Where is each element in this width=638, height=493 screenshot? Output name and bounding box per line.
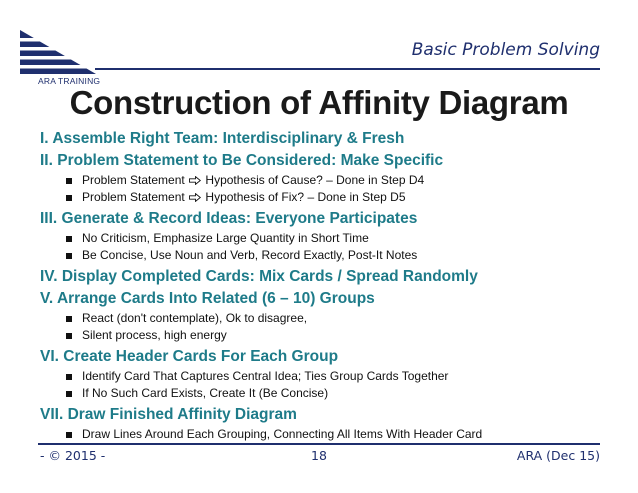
square-bullet-icon: [66, 391, 72, 397]
arrow-right-icon: [189, 193, 201, 202]
bullet-list: [40, 426, 610, 443]
page-number: 18: [311, 448, 327, 463]
section-heading: III. Generate & Record Ideas: Everyone Participates: [40, 210, 418, 227]
section-heading: V. Arrange Cards Into Related (6 – 10) Groups: [40, 290, 375, 307]
slide-title: Construction of Affinity Diagram: [69, 84, 569, 121]
section-heading: VI. Create Header Cards For Each Group: [40, 348, 339, 365]
slide-content: [40, 128, 610, 445]
section-1: [40, 128, 610, 150]
section-3: [40, 208, 610, 264]
section-heading: II. Problem Statement to Be Considered: Make Specific: [40, 152, 444, 169]
section-5: [40, 288, 610, 344]
arrow-right-icon: [189, 176, 201, 185]
square-bullet-icon: [66, 195, 72, 201]
bullet-text-after: Hypothesis of Fix? – Done in Step D5: [202, 190, 406, 204]
bullet-text: No Criticism, Emphasize Large Quantity in Short Time: [82, 231, 369, 245]
footer-date: ARA (Dec 15): [516, 448, 600, 463]
bullet-text-before: Problem Statement: [82, 190, 189, 204]
footer-divider: [38, 443, 600, 445]
bullet-item: [40, 385, 610, 402]
bullet-item: [40, 368, 610, 385]
bullet-text: Draw Lines Around Each Grouping, Connecting All Items With Header Card: [82, 427, 483, 441]
square-bullet-icon: [66, 333, 72, 339]
square-bullet-icon: [66, 432, 72, 438]
logo-text: ARA TRAINING: [38, 76, 101, 86]
square-bullet-icon: [66, 374, 72, 380]
bullet-text-before: Problem Statement: [82, 173, 189, 187]
bullet-text-after: Hypothesis of Cause? – Done in Step D4: [202, 173, 425, 187]
bullet-list: [40, 310, 610, 344]
bullet-text: If No Such Card Exists, Create It (Be Concise): [82, 386, 329, 400]
section-2: [40, 150, 610, 206]
bullet-text: Be Concise, Use Noun and Verb, Record Exactly, Post-It Notes: [82, 248, 418, 262]
square-bullet-icon: [66, 253, 72, 259]
bullet-item: [40, 426, 610, 443]
section-heading: VII. Draw Finished Affinity Diagram: [40, 406, 297, 423]
bullet-list: [40, 368, 610, 402]
bullet-item: [40, 247, 610, 264]
bullet-text: Silent process, high energy: [82, 328, 227, 342]
square-bullet-icon: [66, 178, 72, 184]
header-divider: [95, 68, 600, 70]
footer-copyright: - © 2015 -: [40, 448, 106, 463]
section-heading: I. Assemble Right Team: Interdisciplinary & Fresh: [40, 130, 405, 147]
bullet-text: Identify Card That Captures Central Idea; Ties Group Cards Together: [82, 369, 449, 383]
bullet-item: [40, 189, 610, 206]
section-6: [40, 346, 610, 402]
square-bullet-icon: [66, 316, 72, 322]
bullet-list: [40, 172, 610, 206]
bullet-item: [40, 172, 610, 189]
bullet-list: [40, 230, 610, 264]
bullet-item: [40, 327, 610, 344]
section-7: [40, 404, 610, 443]
bullet-item: [40, 230, 610, 247]
bullet-text: React (don't contemplate), Ok to disagree,: [82, 311, 308, 325]
square-bullet-icon: [66, 236, 72, 242]
section-heading: IV. Display Completed Cards: Mix Cards / Spread Randomly: [40, 268, 478, 285]
bullet-item: [40, 310, 610, 327]
section-4: [40, 266, 610, 288]
header-title: Basic Problem Solving: [411, 40, 600, 60]
